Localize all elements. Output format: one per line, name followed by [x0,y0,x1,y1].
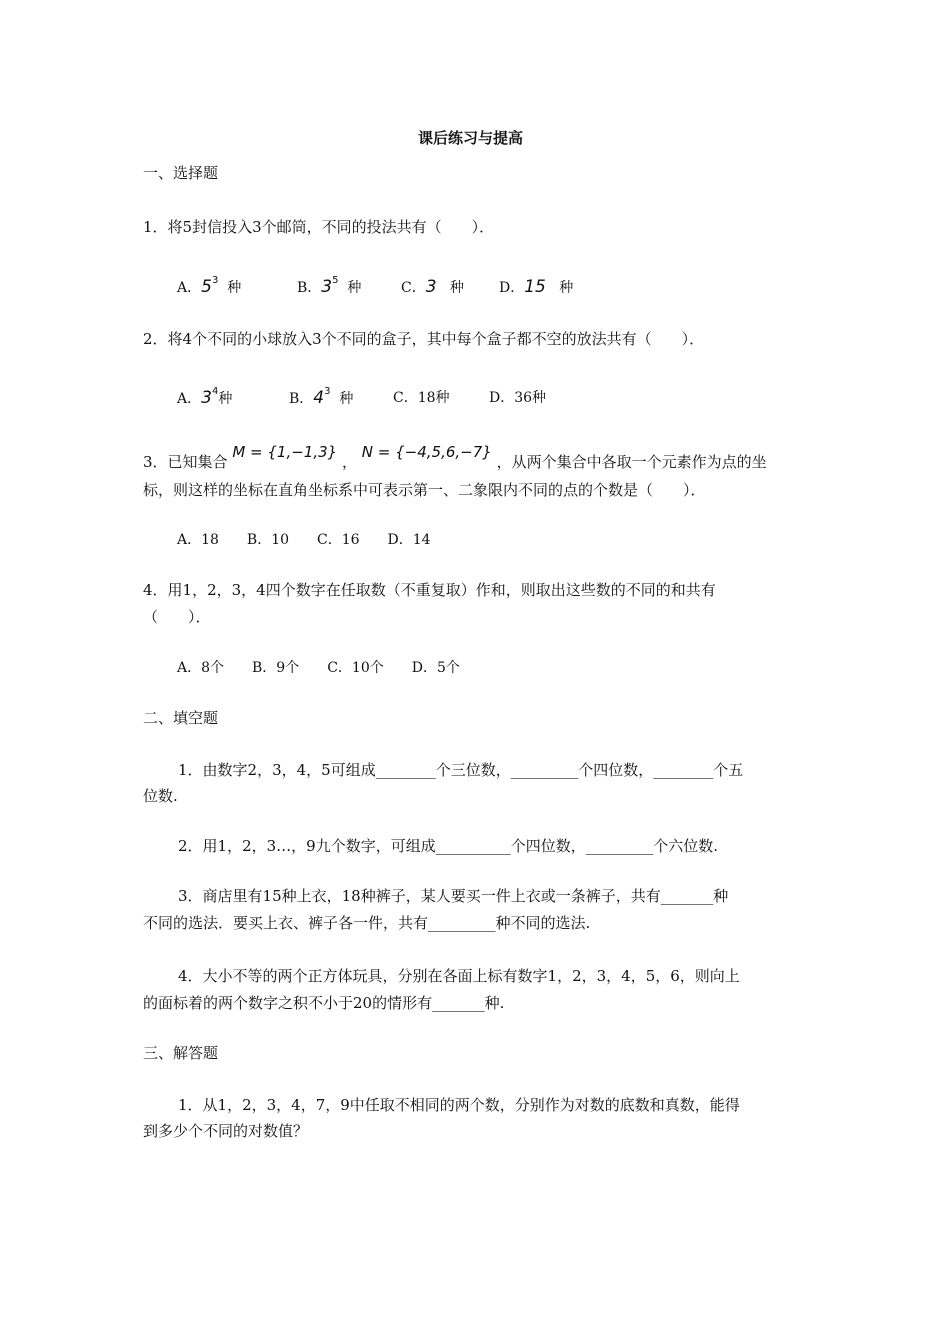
option-base: 3 [321,277,333,297]
question-1-option-c [401,277,464,298]
option-base: 4 [313,388,325,408]
section-heading-fill: 二、填空题 [143,709,219,727]
question-1-stem: 1．将5封信投入3个邮筒，不同的投法共有（ ）． [143,218,495,236]
question-4-line2: （ ）． [143,608,211,626]
question-3-stem-line2: 标，则这样的坐标在直角坐标系中可表示第一、二象限内不同的点的个数是（ ）． [143,481,706,499]
answer-question-1-line2: 到多少个不同的对数值？ [143,1122,309,1140]
option-label: C． [401,280,426,296]
question-2-option-d: D．36种 [489,390,547,406]
option-unit: 种 [559,280,574,296]
fill-question-3-line2: 不同的选法．要买上衣、裤子各一件，共有_________种不同的选法. [143,914,591,932]
option-label: A． [177,280,202,296]
set-m: M = {1,−1,3} [232,443,338,461]
option-base: 3 [201,388,212,408]
question-2-option-b [289,388,353,411]
option-exponent: 5 [332,275,339,286]
option-exponent: 4 [211,386,219,397]
fill-question-1-line1: 1．由数字2，3，4，5可组成________个三位数，_________个四位数，________个五 [178,761,744,779]
answer-question-1-line1: 1．从1，2，3，4，7，9中任取不相同的两个数，分别作为对数的底数和真数，能得 [178,1096,740,1114]
stem-text: ，从两个集合中各取一个元素作为点的坐 [496,453,767,471]
option-unit: 种 [218,391,233,407]
option-label: A． [177,391,202,407]
question-3-options: A．18 B．10 C．16 D．14 [177,532,431,548]
option-unit: 种 [339,391,354,407]
fill-question-1-line2: 位数. [143,787,178,805]
question-2-option-a [177,388,232,411]
question-1-option-a [177,277,241,300]
section-heading-answer: 三、解答题 [143,1044,219,1062]
section-heading-choice: 一、选择题 [143,164,219,182]
option-label: B． [297,280,322,296]
question-1-option-d [499,277,573,298]
option-label: D． [499,280,525,296]
fill-question-4-line2: 的面标着的两个数字之积不小于20的情形有_______种. [143,994,505,1012]
option-value: 3 [425,277,437,297]
question-3-stem-line1 [143,443,767,472]
option-value: 15 [524,277,546,297]
fill-question-2-line1: 2．用1，2，3…，9九个数字，可组成__________个四位数，_________个六位数. [178,837,718,855]
stem-text: 3．已知集合 [143,453,228,471]
option-label: B． [289,391,314,407]
separator: ， [341,453,357,471]
option-unit: 种 [227,280,242,296]
option-unit: 种 [449,280,464,296]
question-1-option-b [297,277,361,300]
question-2-option-c: C．18种 [393,390,450,406]
set-n: N = {−4,5,6,−7} [361,443,492,461]
option-unit: 种 [347,280,362,296]
fill-question-3-line1: 3．商店里有15种上衣，18种裤子，某人要买一件上衣或一条裤子，共有_______种 [178,887,729,905]
option-base: 5 [201,277,212,297]
question-4-line1: 4．用1，2，3，4四个数字在任取数（不重复取）作和，则取出这些数的不同的和共有 [143,581,716,599]
question-4-options: A．8个 B．9个 C．10个 D．5个 [177,660,460,676]
fill-question-4-line1: 4．大小不等的两个正方体玩具，分别在各面上标有数字1，2，3，4，5，6，则向上 [178,967,740,985]
page-title: 课后练习与提高 [418,129,524,147]
option-exponent: 3 [211,275,219,286]
option-exponent: 3 [324,386,331,397]
question-2-stem: 2．将4个不同的小球放入3个不同的盒子，其中每个盒子都不空的放法共有（ ）． [143,330,705,348]
